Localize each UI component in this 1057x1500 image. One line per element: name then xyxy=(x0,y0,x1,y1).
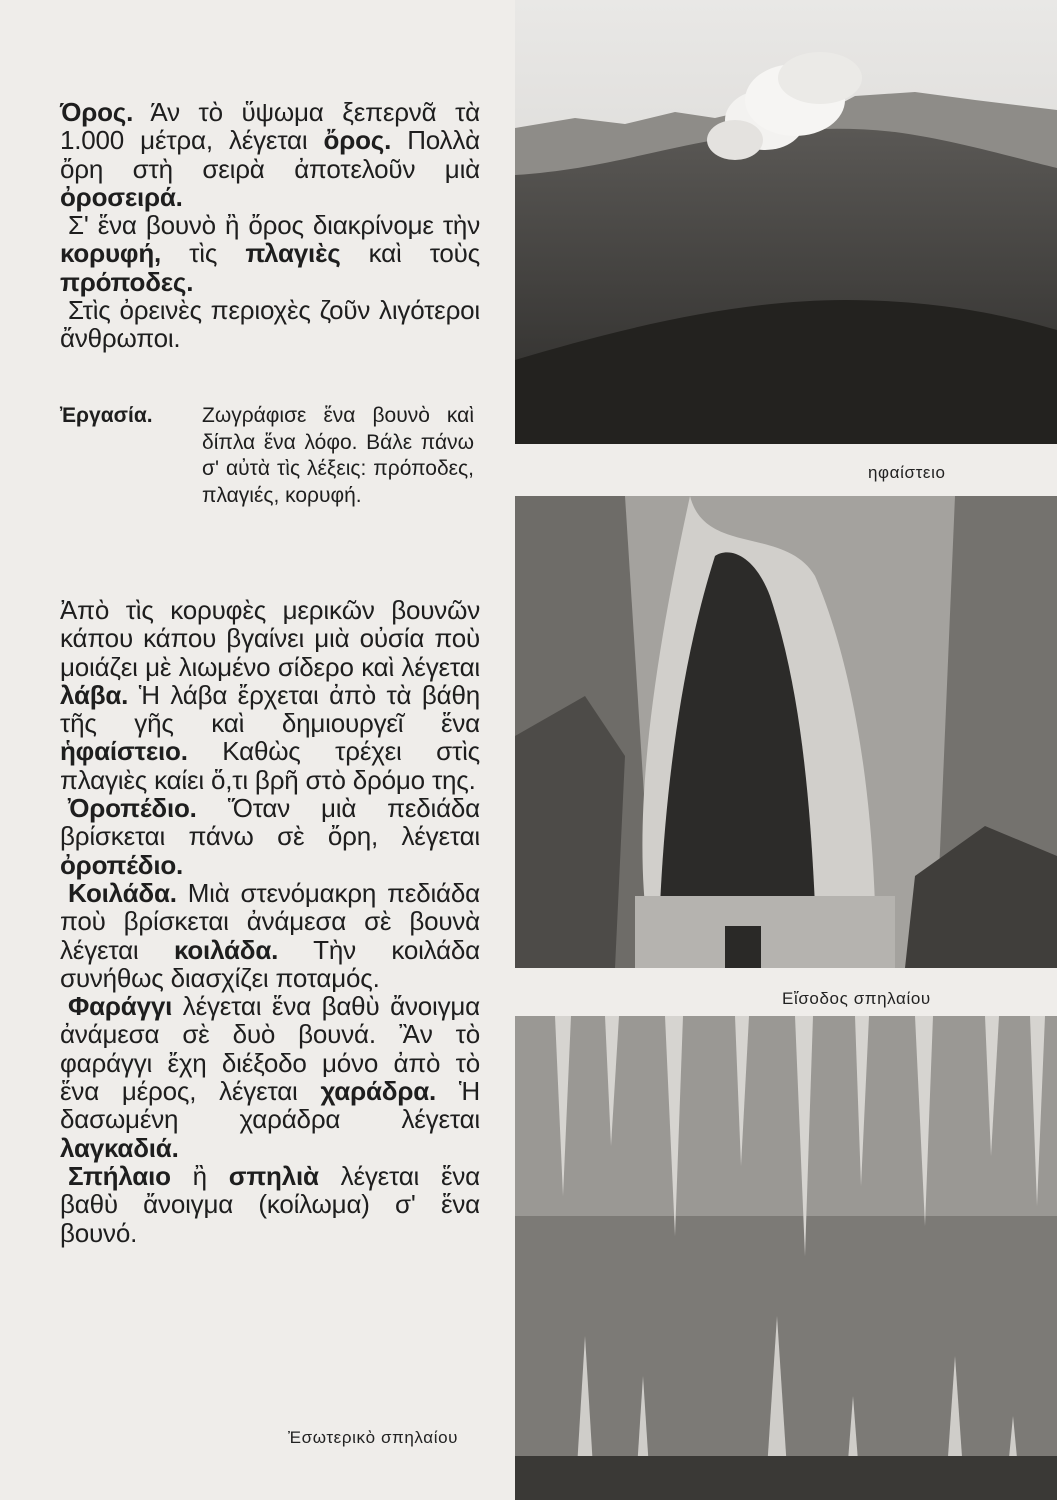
term-oros-heading: Όρος. xyxy=(60,97,134,127)
volcano-caption: ηφαίστειο xyxy=(868,463,946,482)
cave-entrance-photo xyxy=(515,496,1057,968)
term-valley-heading: Κοιλάδα. xyxy=(68,877,177,908)
cave-interior-caption: Ἐσωτερικὸ σπηλαίου xyxy=(288,1428,459,1447)
term-valley: κοιλάδα. xyxy=(173,934,279,965)
exercise-label: Ἐργασία. xyxy=(60,404,153,427)
text-column-lower xyxy=(60,596,480,1247)
paragraph-oros: Όρος. Άν τὸ ὕψωμα ξεπερνᾶ τὰ 1.000 μέτρα, λέγεται ὄρος. Πολλὰ ὄρη στὴ σειρὰ ἀποτελοῦν μιὰ ὀροσειρά. xyxy=(60,97,480,212)
term-lagkadia: λαγκαδιά. xyxy=(60,1132,179,1163)
exercise-text: Ζωγράφισε ἕνα βουνὸ καὶ δίπλα ἕνα λόφο. Βάλε πάνω σ' αὐτὰ τὶς λέξεις: πρόποδες, πλαγιές, κορυφή. xyxy=(202,404,474,507)
paragraph-valley: Κοιλάδα. Μιὰ στενόμακρη πεδιάδα ποὺ βρίσκεται ἀνάμεσα σὲ βουνὰ λέγεται κοιλάδα. Τὴν κοιλάδα συνήθως διασχίζει ποταμός. xyxy=(60,877,481,993)
term-ravine: χαράδρα. xyxy=(320,1076,437,1107)
term-cave: Σπήλαιο xyxy=(68,1160,171,1191)
paragraph-lava: Ἀπὸ τὶς κορυφὲς μερικῶν βουνῶν κάπου κάπου βγαίνει μιὰ οὐσία ποὺ μοιάζει μὲ λιωμένο σίδερο καὶ λέγεται λάβα. Ἡ λάβα ἔρχεται ἀπὸ τὰ βάθη τῆς γῆς καὶ δημιουργεῖ ἕνα ἡφαίστειο. Καθὼς τρέχει στὶς πλαγιὲς καίει ὅ,τι βρῆ στὸ δρόμο της. xyxy=(60,595,480,795)
term-spilia: σπηλιὰ xyxy=(228,1160,319,1191)
paragraph-mountain-people: Στὶς ὀρεινὲς περιοχὲς ζοῦν λιγότεροι ἄνθρωποι. xyxy=(60,295,480,354)
paragraph-plateau: Ὀροπέδιο. Ὅταν μιὰ πεδιάδα βρίσκεται πάνω σὲ ὄρη, λέγεται ὀροπέδιο. xyxy=(60,793,480,880)
volcano-photo xyxy=(515,0,1057,444)
paragraph-parts: Σ' ἕνα βουνὸ ἢ ὄρος διακρίνομε τὴν κορυφή, τὶς πλαγιὲς καὶ τοὺς πρόποδες. xyxy=(60,210,481,297)
term-propodes: πρόποδες. xyxy=(60,266,194,297)
term-oroseira: ὀροσειρά. xyxy=(60,181,183,212)
term-oros: ὄρος. xyxy=(323,125,392,156)
term-gorge: Φαράγγι xyxy=(68,991,173,1022)
term-koryfi: κορυφή, xyxy=(60,238,162,269)
term-volcano: ἡφαίστειο. xyxy=(60,736,188,767)
cave-entrance-caption: Εἴσοδος σπηλαίου xyxy=(782,989,931,1008)
term-plagies: πλαγιὲς xyxy=(245,238,341,269)
paragraph-cave: Σπήλαιο ἢ σπηλιὰ λέγεται ἕνα βαθὺ ἄνοιγμα (κοίλωμα) σ' ἕνα βουνό. xyxy=(60,1160,481,1248)
cave-interior-photo xyxy=(515,1016,1057,1500)
term-lava: λάβα. xyxy=(60,679,129,710)
term-plateau: ὀροπέδιο. xyxy=(60,849,184,880)
paragraph-gorge: Φαράγγι λέγεται ἕνα βαθὺ ἄνοιγμα ἀνάμεσα σὲ δυὸ βουνά. Ἂν τὸ φαράγγι ἔχη διέξοδο μόνο ἀπὸ τὸ ἕνα μέρος, λέγεται χαράδρα. Ἡ δασωμένη χαράδρα λέγεται λαγκαδιά. xyxy=(60,991,480,1163)
text-column xyxy=(60,98,480,353)
term-plateau-heading: Ὀροπέδιο. xyxy=(68,793,197,824)
